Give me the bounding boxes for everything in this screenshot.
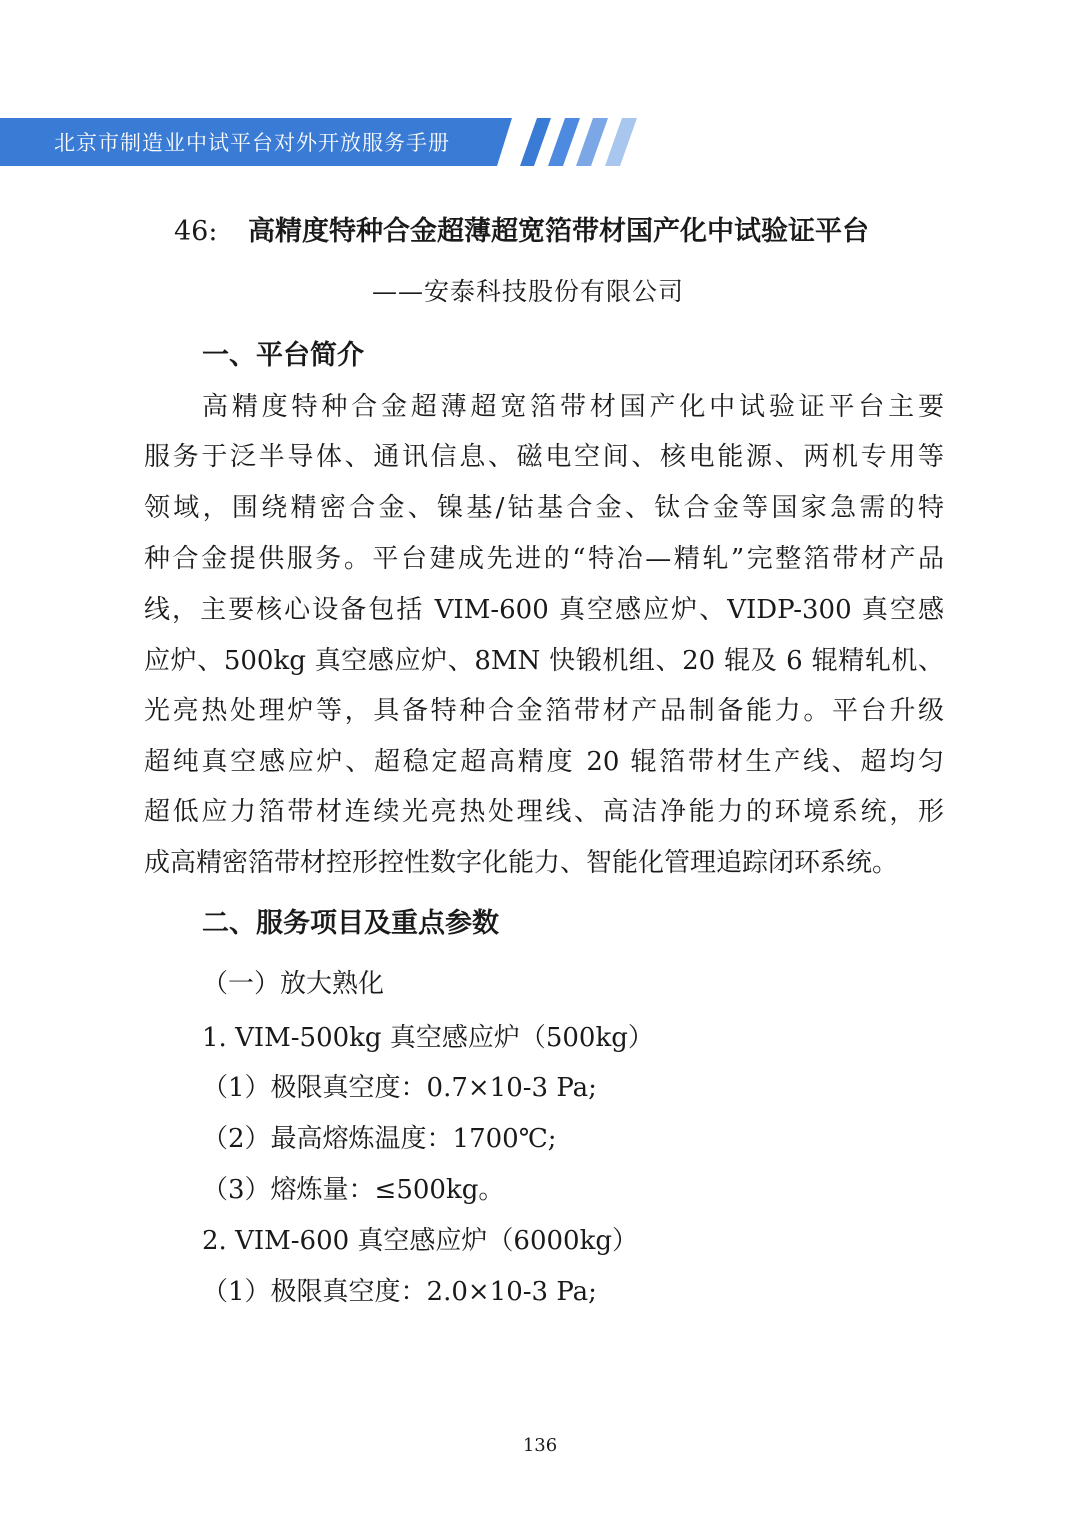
list-item: （3）熔炼量：≤500kg。 — [202, 1175, 505, 1205]
banner-stripe-2 — [548, 118, 580, 166]
header-banner — [0, 118, 1080, 166]
paragraph-line: 领域，围绕精密合金、镍基/钴基合金、钛合金等国家急需的特 — [144, 493, 944, 523]
platform-title — [174, 212, 934, 252]
banner-stripe-1 — [520, 118, 551, 166]
list-item: （一）放大熟化 — [202, 969, 385, 999]
paragraph-line: 服务于泛半导体、通讯信息、磁电空间、核电能源、两机专用等 — [144, 442, 944, 472]
page-number: 136 — [522, 1435, 558, 1456]
banner-title: 北京市制造业中试平台对外开放服务手册 — [54, 131, 450, 155]
paragraph-line: 光亮热处理炉等，具备特种合金箔带材产品制备能力。平台升级 — [144, 696, 944, 726]
banner-stripe-3 — [576, 118, 608, 166]
list-item: 2. VIM-600 真空感应炉（6000kg） — [202, 1226, 638, 1256]
company-subtitle: ——安泰科技股份有限公司 — [372, 277, 685, 306]
title-number: 46: — [174, 216, 218, 247]
paragraph-line: 应炉、500kg 真空感应炉、8MN 快锻机组、20 辊及 6 辊精轧机、 — [144, 646, 944, 676]
paragraph-line: 超低应力箔带材连续光亮热处理线、高洁净能力的环境系统，形 — [144, 797, 944, 827]
section-heading-intro: 一、平台简介 — [202, 340, 364, 371]
paragraph-line: 种合金提供服务。平台建成先进的“特冶—精轧”完整箔带材产品 — [144, 544, 944, 574]
list-item: 1. VIM-500kg 真空感应炉（500kg） — [202, 1023, 654, 1053]
paragraph-line: 高精度特种合金超薄超宽箔带材国产化中试验证平台主要 — [202, 392, 944, 422]
list-item: （1）极限真空度：2.0×10-3 Pa; — [202, 1277, 597, 1307]
section-heading-services: 二、服务项目及重点参数 — [202, 908, 499, 939]
title-text: 高精度特种合金超薄超宽箔带材国产化中试验证平台 — [248, 216, 869, 247]
paragraph-line: 超纯真空感应炉、超稳定超高精度 20 辊箔带材生产线、超均匀 — [144, 747, 944, 777]
list-item: （1）极限真空度：0.7×10-3 Pa; — [202, 1073, 597, 1103]
paragraph-line: 线，主要核心设备包括 VIM-600 真空感应炉、VIDP-300 真空感 — [144, 595, 944, 625]
list-item: （2）最高熔炼温度：1700℃; — [202, 1124, 557, 1154]
banner-stripe-4 — [605, 118, 637, 166]
paragraph-line: 成高精密箔带材控形控性数字化能力、智能化管理追踪闭环系统。 — [144, 848, 899, 878]
